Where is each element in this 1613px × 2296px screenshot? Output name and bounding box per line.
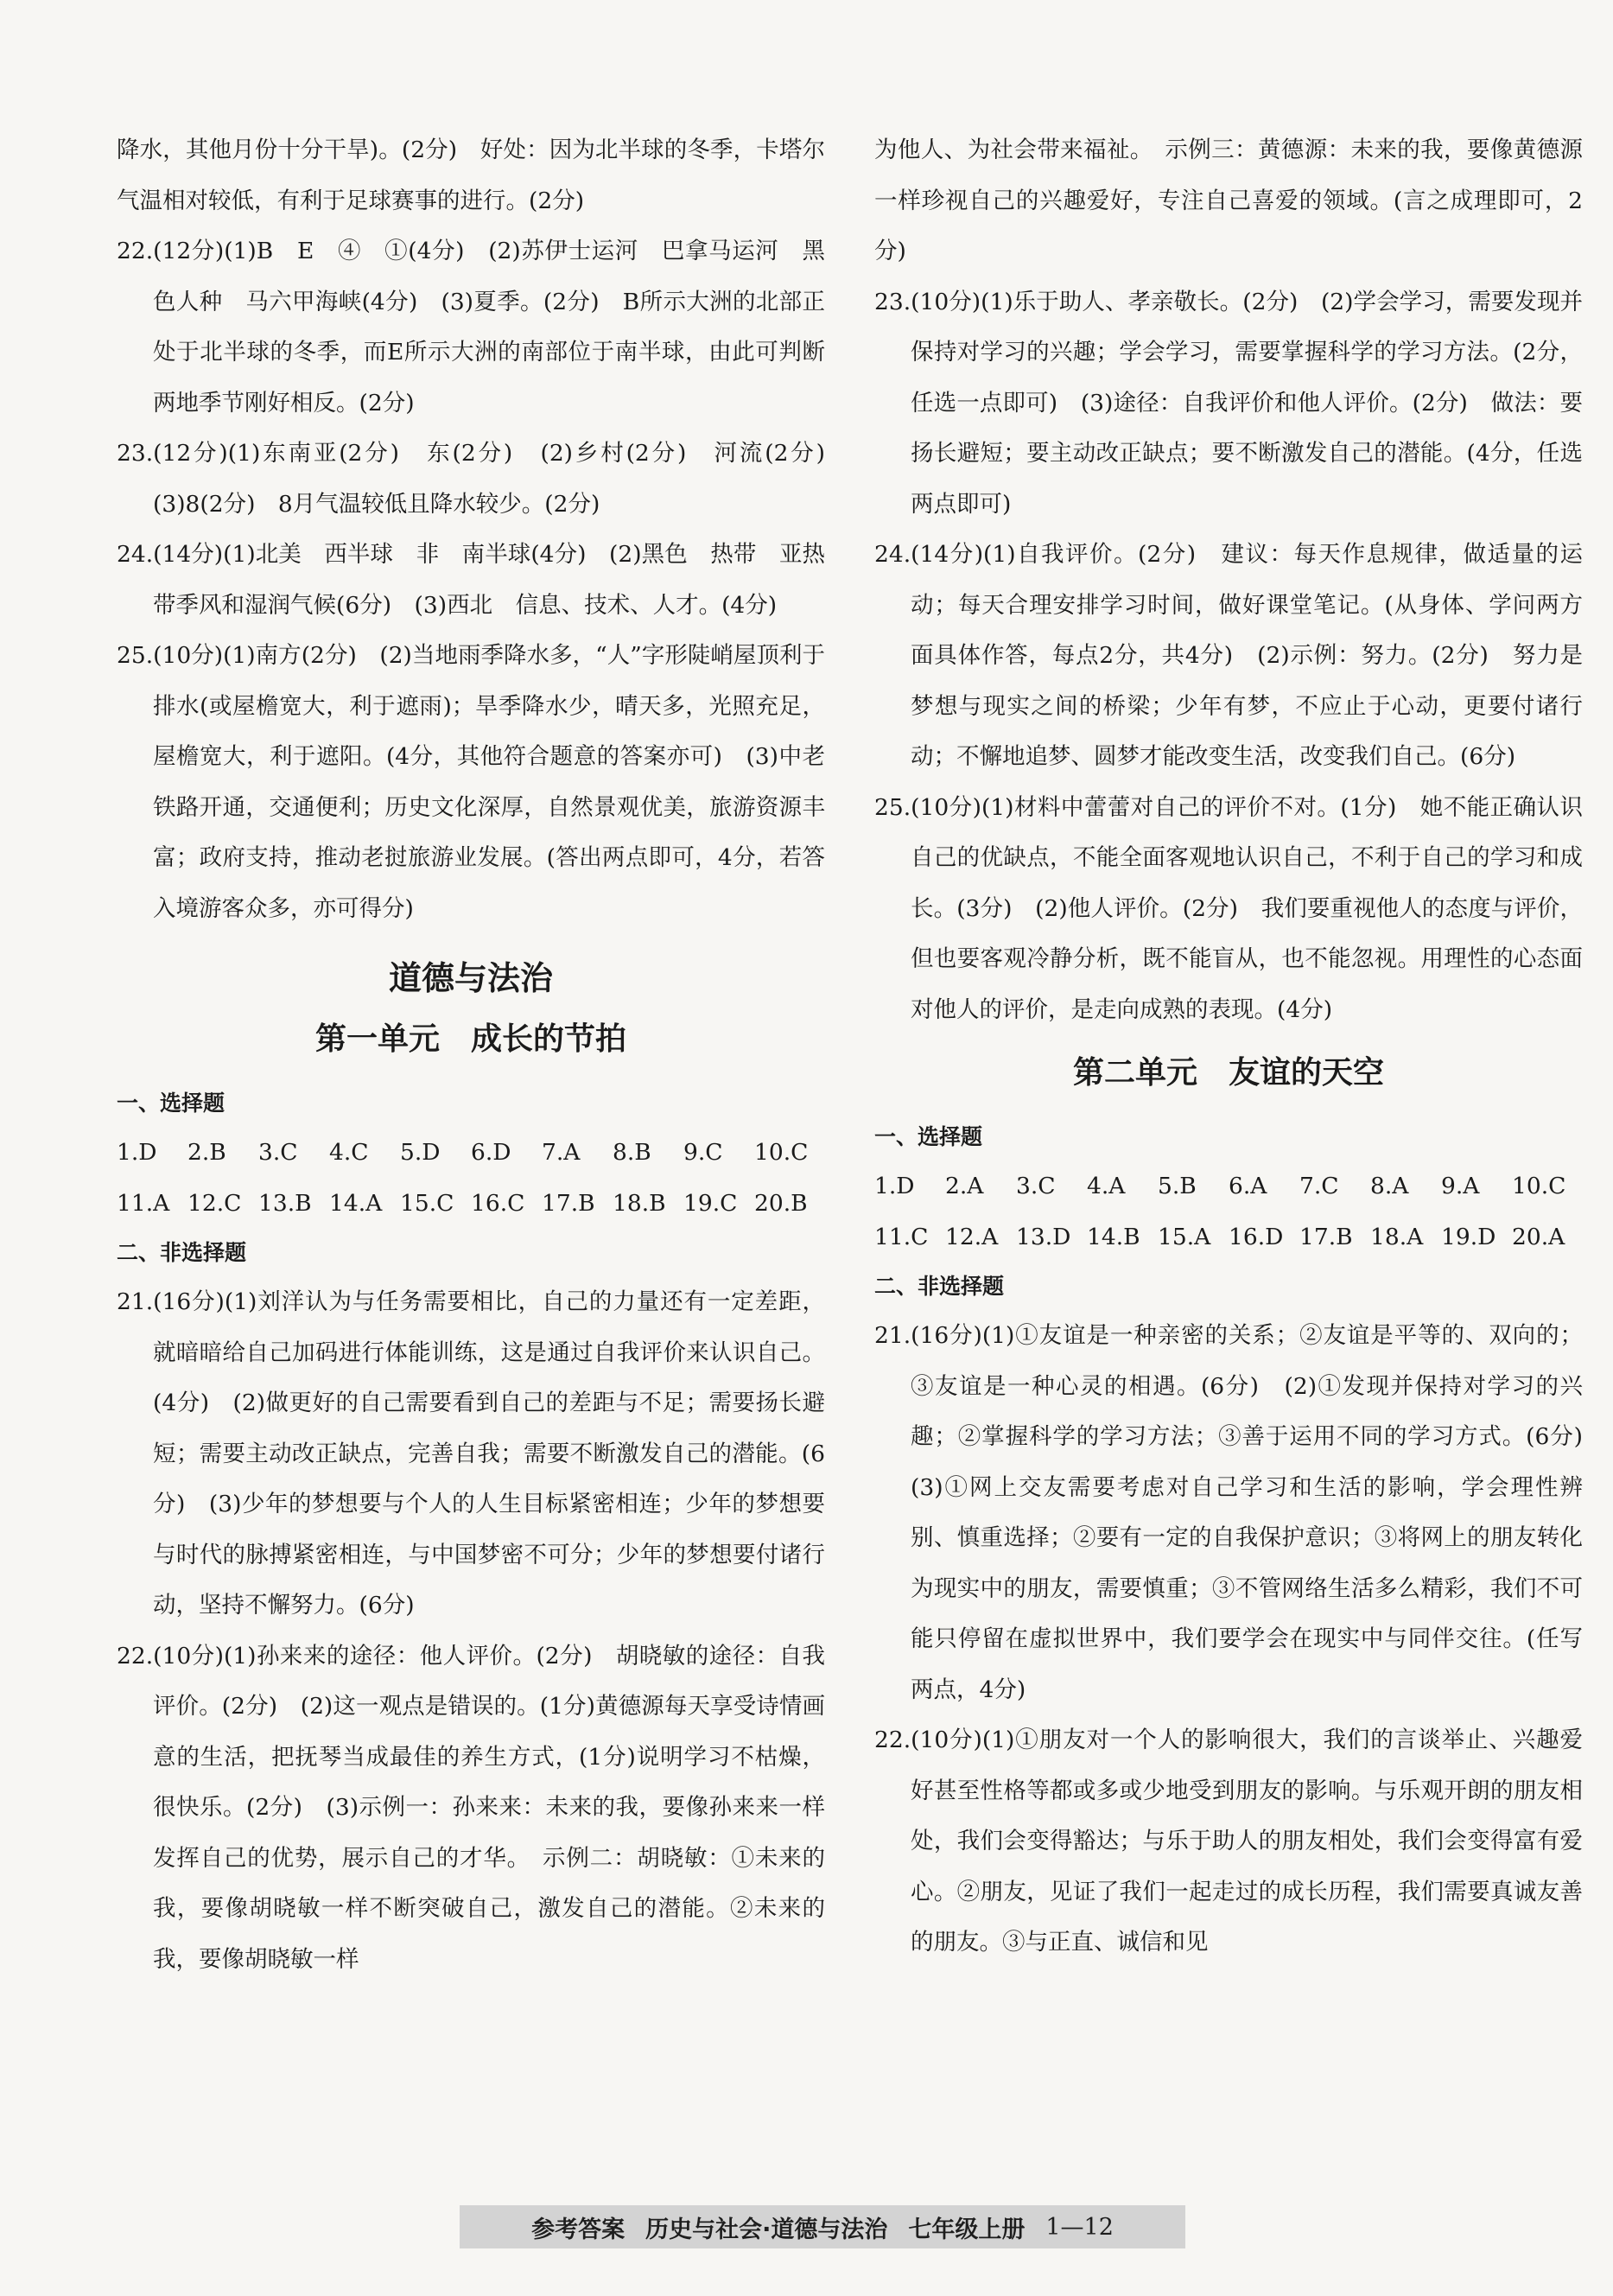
mc-answer: 11.C — [874, 1223, 929, 1250]
mc-answer: 2.B — [187, 1139, 226, 1166]
geography-answer-25: 25.(10分)(1)南方(2分) (2)当地雨季降水多，“人”字形陡峭屋顶利于排水(或屋檐宽大，利于遮雨)；旱季降水少，晴天多，光照充足，屋檐宽大，利于遮阳。(4分，其他符合题意的答案亦可) (3)中老铁路开通，交通便利；历史文化深厚，自然景观优美，旅游资源丰富；政府支持，推动老挝旅游业发展。(答出两点即可，4分，若答入境游客众多，亦可得分) — [117, 642, 825, 922]
mc-answer: 6.A — [1229, 1173, 1267, 1199]
mc-answer: 9.C — [683, 1139, 723, 1166]
mc-answer: 13.B — [258, 1189, 312, 1217]
mc-answer: 7.A — [542, 1139, 581, 1166]
mc-answer: 5.B — [1158, 1173, 1197, 1199]
mc-answer: 15.A — [1158, 1223, 1211, 1250]
multiple-choice-answers — [117, 1128, 825, 1229]
mc-answer: 18.A — [1370, 1223, 1424, 1250]
answer-22: 22.(10分)(1)孙来来的途径：他人评价。(2分) 胡晓敏的途径：自我评价。(2分) (2)这一观点是错误的。(1分)黄德源每天享受诗情画意的生活，把抚琴当成最佳的养生方式，(1分)说明学习不枯燥，很快乐。(2分) (3)示例一：孙来来：未来的我，要像孙来来一样发挥自己的优势，展示自己的才华。 示例二：胡晓敏：①未来的我，要像胡晓敏一样不断突破自己，激发自己的潜能。②未来的我，要像胡晓敏一样 — [117, 1642, 825, 1973]
mc-answer: 16.C — [471, 1189, 525, 1217]
mc-answer: 5.D — [400, 1139, 441, 1166]
mc-answer: 10.C — [1512, 1173, 1566, 1199]
geography-answer-continuation: 降水，其他月份十分干旱)。(2分) 好处：因为北半球的冬季，卡塔尔气温相对较低，有利于足球赛事的进行。(2分) — [117, 137, 825, 214]
mc-answer: 18.B — [613, 1189, 666, 1217]
mc-answer: 4.A — [1087, 1173, 1126, 1199]
section-non-choice: 二、非选择题 — [874, 1274, 1005, 1299]
mc-answer: 12.C — [187, 1189, 242, 1217]
geography-answer-24: 24.(14分)(1)北美 西半球 非 南半球(4分) (2)黑色 热带 亚热带季风和湿润气候(6分) (3)西北 信息、技术、人才。(4分) — [117, 541, 825, 619]
mc-answer: 2.A — [945, 1173, 984, 1199]
mc-answer: 3.C — [1016, 1173, 1056, 1199]
mc-answer: 10.C — [754, 1139, 809, 1166]
answer-21: 21.(16分)(1)刘洋认为与任务需要相比，自己的力量还有一定差距，就暗暗给自己加码进行体能训练，这是通过自我评价来认识自己。(4分) (2)做更好的自己需要看到自己的差距与不足；需要扬长避短；需要主动改正缺点，完善自我；需要不断激发自己的潜能。(6分) (3)少年的梦想要与个人的人生目标紧密相连；少年的梦想要与时代的脉搏紧密相连，与中国梦密不可分；少年的梦想要付诸行动，坚持不懈努力。(6分) — [117, 1288, 825, 1619]
mc-answer: 7.C — [1299, 1173, 1339, 1199]
mc-answer: 1.D — [874, 1173, 915, 1199]
mc-answer: 19.D — [1441, 1223, 1496, 1250]
mc-answer: 16.D — [1229, 1223, 1284, 1250]
answer-23: 23.(10分)(1)乐于助人、孝亲敬长。(2分) (2)学会学习，需要发现并保持对学习的兴趣；学会学习，需要掌握科学的学习方法。(2分，任选一点即可) (3)途径：自我评价和他人评价。(2分) 做法：要扬长避短；要主动改正缺点；要不断激发自己的潜能。(4分，任选两点即可) — [874, 288, 1583, 518]
mc-answer: 11.A — [117, 1189, 170, 1217]
mc-answer: 3.C — [258, 1139, 298, 1166]
geography-answer-23: 23.(12分)(1)东南亚(2分) 东(2分) (2)乡村(2分) 河流(2分) (3)8(2分) 8月气温较低且降水较少。(2分) — [117, 440, 848, 518]
right-column — [874, 125, 1606, 1968]
mc-answer: 1.D — [117, 1139, 157, 1166]
answer-22: 22.(10分)(1)①朋友对一个人的影响很大，我们的言谈举止、兴趣爱好甚至性格等都或多或少地受到朋友的影响。与乐观开朗的朋友相处，我们会变得豁达；与乐于助人的朋友相处，我们会变得富有爱心。②朋友，见证了我们一起走过的成长历程，我们需要真诚友善的朋友。③与正直、诚信和见 — [874, 1727, 1583, 1956]
page-footer — [460, 2205, 1185, 2248]
mc-answer: 4.C — [329, 1139, 369, 1166]
footer-subjects: 历史与社会·道德与法治 — [645, 2216, 888, 2243]
answer-21: 21.(16分)(1)①友谊是一种亲密的关系；②友谊是平等的、双向的；③友谊是一种心灵的相遇。(6分) (2)①发现并保持对学习的兴趣；②掌握科学的学习方法；③善于运用不同的学习方式。(6分) (3)①网上交友需要考虑对自己学习和生活的影响，学会理性辨别、慎重选择；②要有一定的自我保护意识；③将网上的朋友转化为现实中的朋友，需要慎重；③不管网络生活多么精彩，我们不可能只停留在虚拟世界中，我们要学会在现实中与同伴交往。(任写两点，4分) — [874, 1322, 1606, 1703]
footer-grade: 七年级上册 — [908, 2216, 1026, 2243]
left-column — [117, 125, 848, 1985]
section-multiple-choice: 一、选择题 — [117, 1091, 225, 1116]
mc-answer: 17.B — [1299, 1223, 1353, 1250]
multiple-choice-answers — [874, 1161, 1583, 1262]
mc-answer: 19.C — [683, 1189, 738, 1217]
mc-answer: 12.A — [945, 1223, 999, 1250]
subject-title: 道德与法治 — [388, 959, 553, 997]
answer-24: 24.(14分)(1)自我评价。(2分) 建议：每天作息规律，做适量的运动；每天合理安排学习时间，做好课堂笔记。(从身体、学问两方面具体作答，每点2分，共4分) (2)示例：努力。(2分) 努力是梦想与现实之间的桥梁；少年有梦，不应止于心动，更要付诸行动；不懈地追梦、圆梦才能改变生活，改变我们自己。(6分) — [874, 541, 1583, 770]
mc-answer: 20.A — [1512, 1223, 1565, 1250]
section-non-choice: 二、非选择题 — [117, 1240, 247, 1265]
mc-answer: 9.A — [1441, 1173, 1480, 1199]
mc-answer: 14.B — [1087, 1223, 1140, 1250]
mc-answer: 8.B — [613, 1139, 651, 1166]
mc-answer: 14.A — [329, 1189, 383, 1217]
unit-2-title: 第二单元 友谊的天空 — [1072, 1055, 1384, 1091]
mc-answer: 6.D — [471, 1139, 511, 1166]
mc-answer: 15.C — [400, 1189, 454, 1217]
mc-answer: 13.D — [1016, 1223, 1071, 1250]
mc-answer: 17.B — [542, 1189, 595, 1217]
page-number: 1—12 — [1045, 2213, 1114, 2241]
mc-answer: 8.A — [1370, 1173, 1409, 1199]
answer-22-continuation: 为他人、为社会带来福祉。 示例三：黄德源：未来的我，要像黄德源一样珍视自己的兴趣爱好，专注自己喜爱的领域。(言之成理即可，2分) — [874, 137, 1583, 264]
answer-25: 25.(10分)(1)材料中蕾蕾对自己的评价不对。(1分) 她不能正确认识自己的优缺点，不能全面客观地认识自己，不利于自己的学习和成长。(3分) (2)他人评价。(2分) 我们要重视他人的态度与评价，但也要客观冷静分析，既不能盲从，也不能忽视。用理性的心态面对他人的评价，是走向成熟的表现。(4分) — [874, 793, 1583, 1023]
footer-label: 参考答案 — [531, 2216, 626, 2243]
section-multiple-choice: 一、选择题 — [874, 1124, 983, 1149]
geography-answer-22: 22.(12分)(1)B E ④ ①(4分) (2)苏伊士运河 巴拿马运河 黑色人种 马六甲海峡(4分) (3)夏季。(2分) B所示大洲的北部正处于北半球的冬季，而E所示大洲的南部位于南半球，由此可判断两地季节刚好相反。(2分) — [117, 238, 825, 417]
unit-1-title: 第一单元 成长的节拍 — [314, 1021, 626, 1057]
mc-answer: 20.B — [754, 1189, 808, 1217]
